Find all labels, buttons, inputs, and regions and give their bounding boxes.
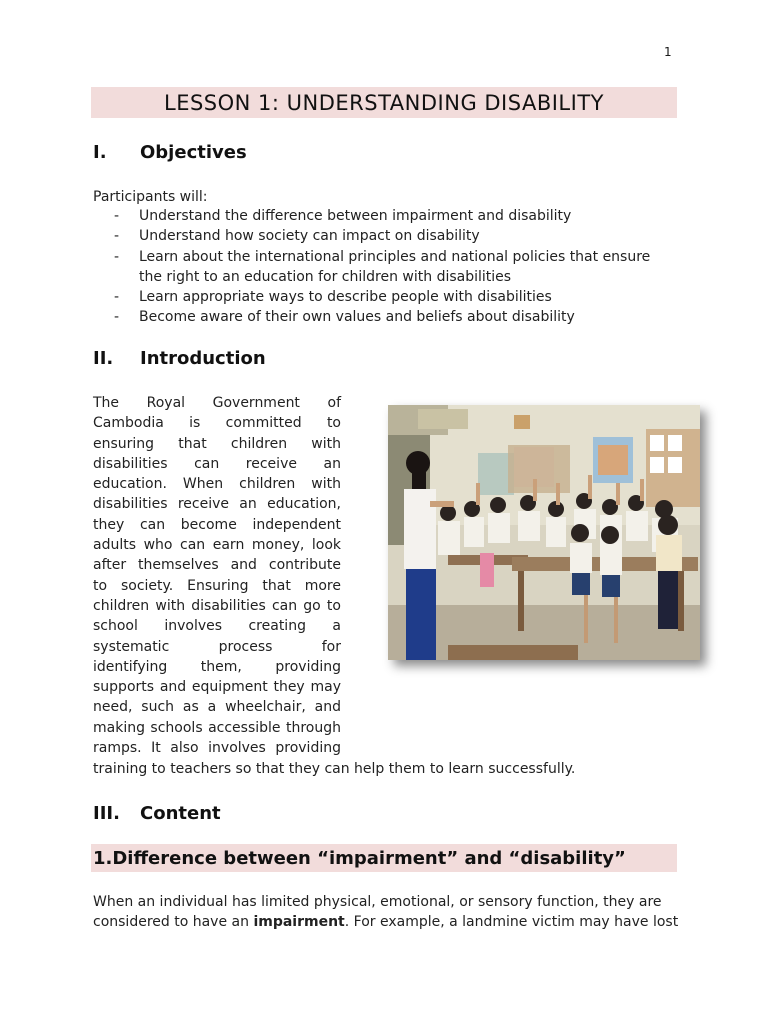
section-label: Objectives — [140, 142, 247, 163]
classroom-photo — [388, 405, 700, 660]
paragraph-text: considered to have an — [93, 914, 254, 931]
list-item — [114, 307, 674, 327]
impairment-term: impairment — [253, 914, 345, 931]
section-number: I. — [93, 142, 107, 163]
bullet-marker: - — [114, 208, 120, 224]
paragraph-line: When an individual has limited physical, emotional, or sensory function, they are — [93, 894, 662, 910]
bullet-marker: - — [114, 228, 120, 245]
list-item-text: Understand how society can impact on disability — [139, 228, 480, 245]
paragraph-line: ramps. It also involves providing — [93, 740, 341, 757]
list-item — [114, 247, 674, 288]
paragraph-line: school involves creating a — [93, 618, 341, 635]
list-item — [114, 206, 674, 226]
paragraph-line: making schools accessible through — [93, 719, 341, 736]
paragraph-line: disabilities can receive an — [93, 455, 341, 472]
paragraph-line: need, such as a wheelchair, and — [93, 699, 341, 716]
page-number: 1 — [664, 45, 672, 59]
paragraph-line: The Royal Government of — [93, 395, 341, 411]
subsection-heading: 1.Difference between “impairment” and “disability” — [93, 847, 626, 869]
lesson-title-band — [91, 87, 677, 118]
paragraph-line: supports and equipment they may — [93, 679, 341, 696]
paragraph-line: to society. Ensuring that more — [93, 577, 341, 594]
paragraph-line: identifying them, providing — [93, 658, 341, 675]
paragraph-line: ensuring that children with — [93, 435, 341, 452]
list-item — [114, 287, 674, 307]
paragraph-text: . For example, a landmine victim may have lost — [344, 914, 679, 931]
content-paragraph — [93, 892, 679, 933]
subsection-heading-band — [91, 844, 677, 872]
section-number: II. — [93, 348, 114, 369]
paragraph-line: education. When children with — [93, 476, 341, 493]
paragraph-line: disabilities receive an education, — [93, 496, 341, 513]
section-heading-content — [93, 803, 221, 824]
introduction-last-line: training to teachers so that they can help them to learn successfully. — [93, 761, 576, 777]
paragraph-line — [93, 912, 679, 932]
paragraph-line: after themselves and contribute — [93, 557, 341, 574]
section-heading-objectives — [93, 142, 247, 163]
paragraph-line: children with disabilities can go to — [93, 597, 341, 614]
bullet-marker: - — [114, 289, 120, 306]
bullet-marker: - — [114, 309, 120, 326]
paragraph-line: systematic process for — [93, 638, 341, 655]
list-item-text: Become aware of their own values and beliefs about disability — [139, 309, 575, 326]
section-number: III. — [93, 803, 120, 824]
paragraph-line: they can become independent — [93, 516, 341, 533]
objectives-intro: Participants will: — [93, 189, 208, 205]
paragraph-line: Cambodia is committed to — [93, 415, 341, 432]
paragraph-line: adults who can earn money, look — [93, 537, 341, 554]
section-heading-introduction — [93, 348, 266, 369]
objectives-list — [114, 206, 674, 328]
list-item-text: Understand the difference between impairment and disability — [139, 208, 572, 224]
introduction-paragraph — [93, 393, 341, 758]
section-label: Content — [140, 803, 221, 824]
section-label: Introduction — [140, 348, 266, 369]
bullet-marker: - — [114, 248, 120, 265]
list-item-text: Learn about the international principles and national policies that ensure the right to an education for children with disabilities — [139, 248, 651, 285]
list-item-text: Learn appropriate ways to describe people with disabilities — [139, 289, 552, 306]
list-item — [114, 226, 674, 246]
lesson-title: LESSON 1: UNDERSTANDING DISABILITY — [164, 90, 604, 115]
